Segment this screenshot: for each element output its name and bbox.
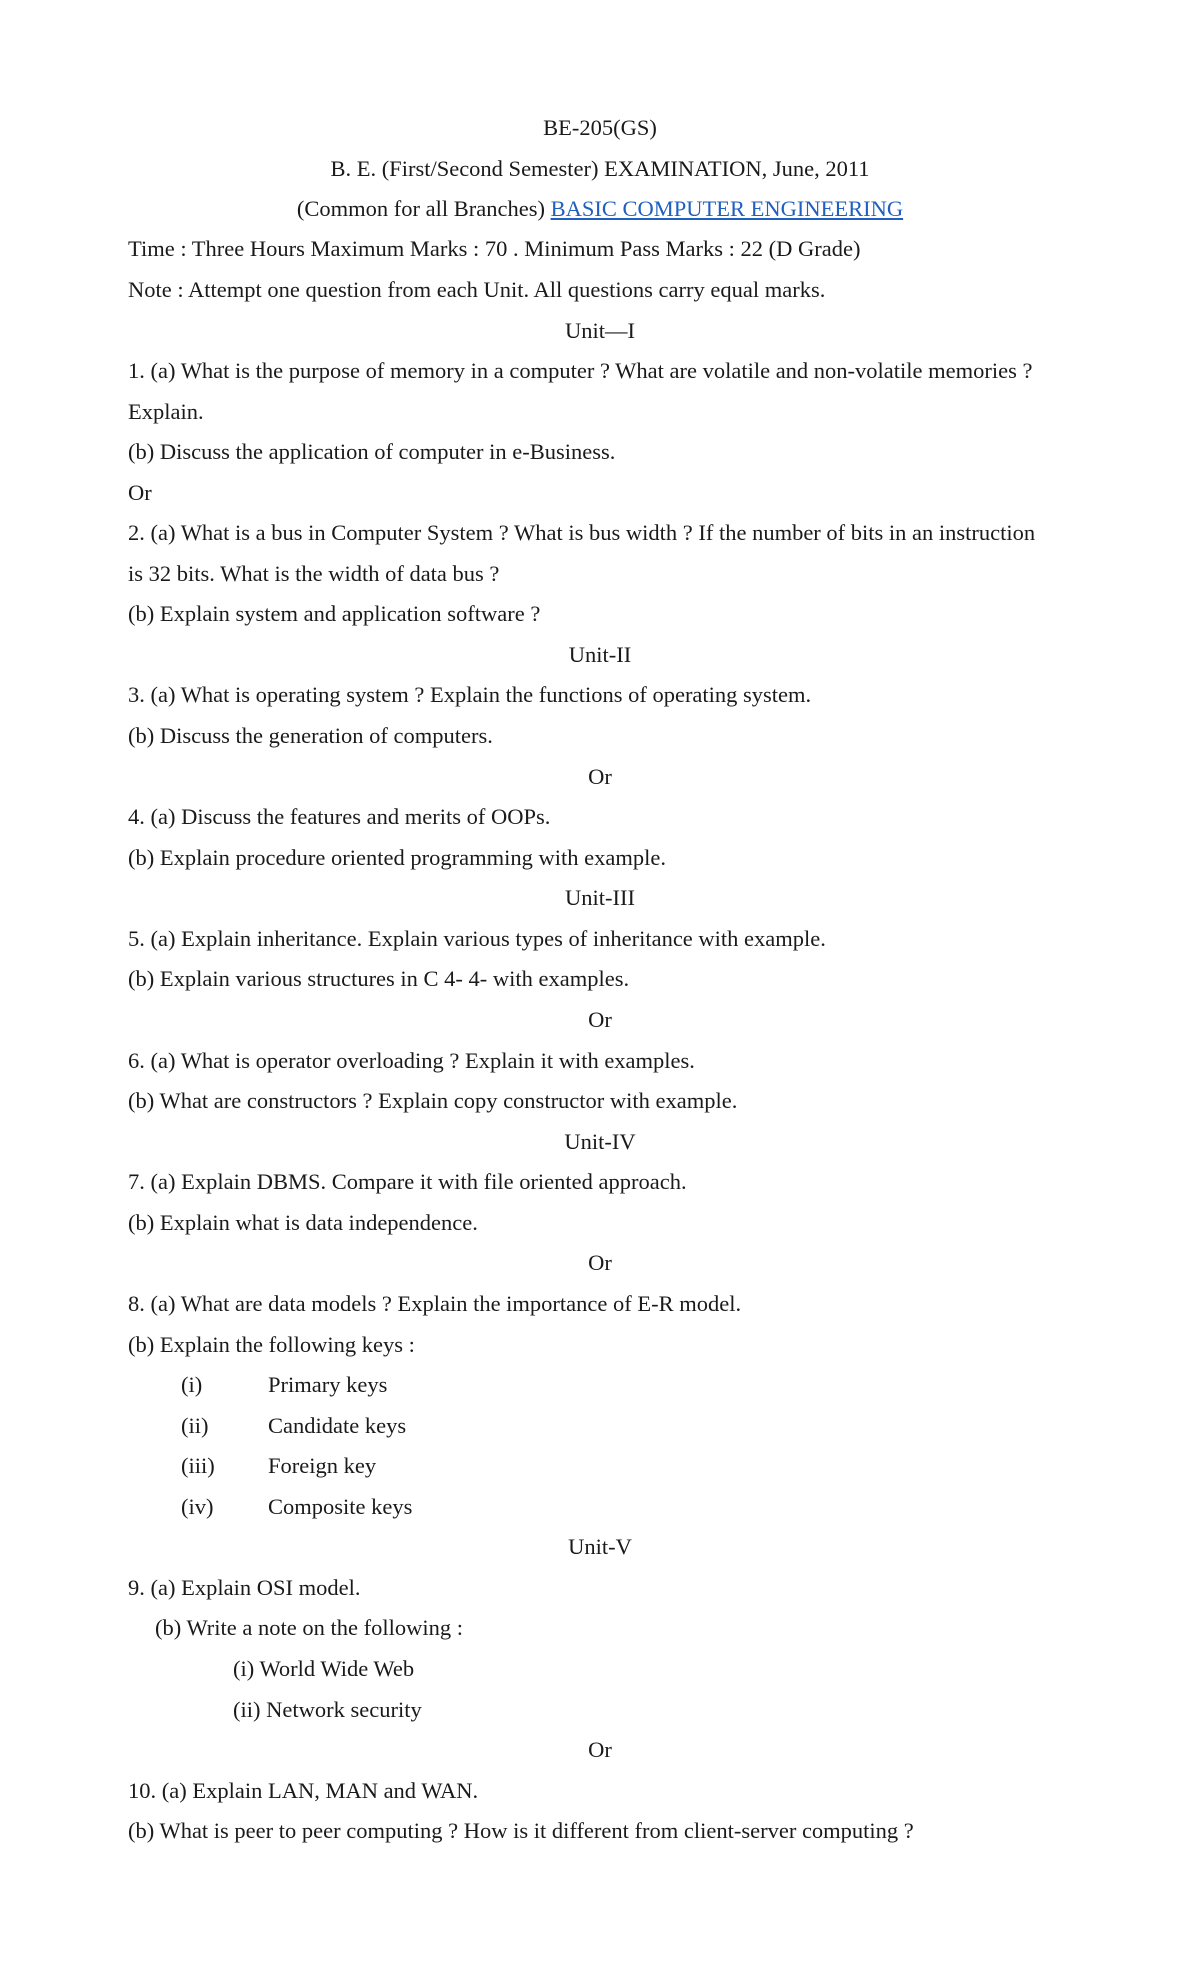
question-9b: (b) Write a note on the following : (155, 1615, 463, 1640)
question-6b: (b) What are constructors ? Explain copy constructor with example. (128, 1088, 738, 1113)
key-list-item (181, 1374, 387, 1397)
unit-heading: Unit—I (565, 318, 635, 343)
question-8b: (b) Explain the following keys : (128, 1332, 415, 1357)
question-6a: 6. (a) What is operator overloading ? Explain it with examples. (128, 1048, 695, 1073)
question-7b: (b) Explain what is data independence. (128, 1210, 478, 1235)
question-9a: 9. (a) Explain OSI model. (128, 1575, 361, 1600)
question-3a: 3. (a) What is operating system ? Explain the functions of operating system. (128, 682, 812, 707)
key-number: (ii) (181, 1413, 209, 1438)
exam-title: B. E. (First/Second Semester) EXAMINATION, June, 2011 (330, 156, 870, 181)
question-7a: 7. (a) Explain DBMS. Compare it with file oriented approach. (128, 1169, 687, 1194)
subject-line (0, 198, 1200, 221)
unit-heading: Unit-IV (564, 1129, 636, 1154)
or-separator: Or (128, 480, 152, 505)
question-10a: 10. (a) Explain LAN, MAN and WAN. (128, 1778, 479, 1803)
question-5b: (b) Explain various structures in C 4- 4- with examples. (128, 966, 630, 991)
question-2a-cont: is 32 bits. What is the width of data bus ? (128, 561, 500, 586)
subject-link[interactable]: BASIC COMPUTER ENGINEERING (550, 196, 904, 221)
key-list-item (181, 1496, 412, 1519)
key-text: Composite keys (268, 1494, 413, 1519)
question-2b: (b) Explain system and application software ? (128, 601, 541, 626)
question-1a: 1. (a) What is the purpose of memory in a computer ? What are volatile and non-volatile memories ? (128, 358, 1033, 383)
question-4a: 4. (a) Discuss the features and merits of OOPs. (128, 804, 551, 829)
or-separator: Or (588, 1007, 612, 1032)
unit-heading: Unit-V (568, 1534, 632, 1559)
question-1a-cont: Explain. (128, 399, 204, 424)
paper-code: BE-205(GS) (543, 115, 657, 140)
question-8a: 8. (a) What are data models ? Explain the importance of E-R model. (128, 1291, 742, 1316)
key-text: Candidate keys (268, 1413, 407, 1438)
key-number: (i) (181, 1372, 203, 1397)
question-3b: (b) Discuss the generation of computers. (128, 723, 493, 748)
key-number: (iii) (181, 1453, 215, 1478)
unit-heading: Unit-II (568, 642, 632, 667)
question-1b: (b) Discuss the application of computer in e-Business. (128, 439, 616, 464)
key-text: Primary keys (268, 1372, 388, 1397)
common-branches-text: (Common for all Branches) (296, 196, 545, 221)
key-text: Foreign key (268, 1453, 377, 1478)
note-line: Note : Attempt one question from each Unit. All questions carry equal marks. (128, 277, 826, 302)
or-separator: Or (588, 764, 612, 789)
question-4b: (b) Explain procedure oriented programming with example. (128, 845, 666, 870)
question-2a: 2. (a) What is a bus in Computer System ? What is bus width ? If the number of bits in an instruction (128, 520, 1036, 545)
or-separator: Or (588, 1250, 612, 1275)
key-list-item (181, 1415, 406, 1438)
or-separator: Or (588, 1737, 612, 1762)
unit-heading: Unit-III (565, 885, 635, 910)
note-item-security: (ii) Network security (233, 1697, 422, 1722)
question-5a: 5. (a) Explain inheritance. Explain various types of inheritance with example. (128, 926, 826, 951)
question-10b: (b) What is peer to peer computing ? How is it different from client-server computing ? (128, 1818, 914, 1843)
key-number: (iv) (181, 1494, 214, 1519)
note-item-www: (i) World Wide Web (233, 1656, 415, 1681)
key-list-item (181, 1455, 376, 1478)
time-marks-line: Time : Three Hours Maximum Marks : 70 . Minimum Pass Marks : 22 (D Grade) (128, 236, 861, 261)
